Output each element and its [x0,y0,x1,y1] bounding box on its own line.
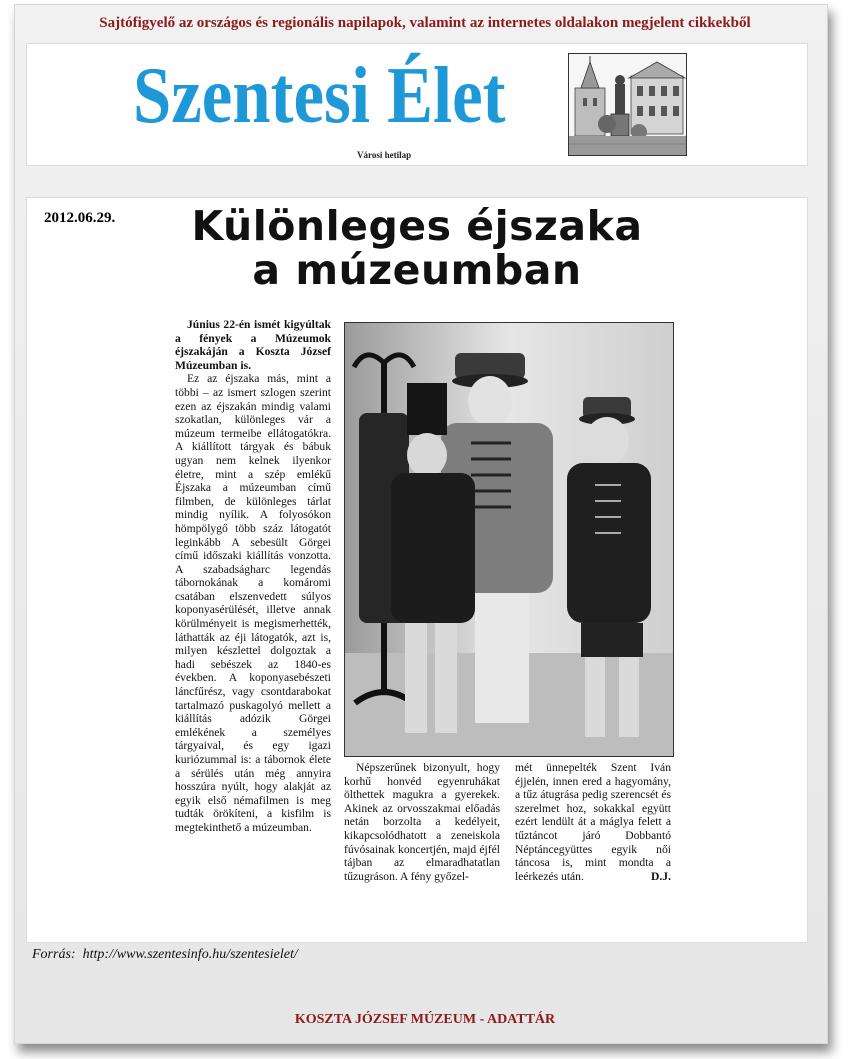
headline-line-2: a múzeumban [252,246,582,294]
headline-line-1: Különleges éjszaka [191,202,643,250]
article-body-col2: Népszerűnek bizonyult, hogy korhű honvéd egyenruhákat ölthettek magukra a gyerekek. Akinek az orvosszakmai előadás netán borzolta a kedélyeit, kikapcsolódhatott a zeneiskola fúvósainak koncertjén, majd éjfél tájban az elmaradhatatlan tűzugráson. A fény győzel- [344,761,500,883]
article-body-col3: mét ünnepelték Szent Iván éjjelén, innen ered a hagyomány, a tűz átugrása pedig szerencsét és szerelmet hoz, sokakkal együtt ezért lendült át a máglya felett a tűztáncot járó Dobbantó Néptáncegyüttes egyik női táncosa is, mint mondta a leérkezés után. [515,761,671,883]
photo-hussar-family-icon [345,323,673,756]
article-body-col1: Ez az éjszaka más, mint a többi – az ismert szlogen szerint ezen az éjszakán mindig valami szokatlan, különleges vár a múzeum termeibe ellátogatókra. A kiállított tárgyak és bábuk ugyan nem kelnek ilyenkor életre, mint a szép emlékű Éjszaka a múzeumban című filmben, de különleges tárlat mindig nyílik. A folyosókon hömpölygő több száz látogatót leginkább A sebesült Görgei című időszaki kiállítás vonzotta. A szabadságharc legendás tábornokának a komáromi csatában elszenvedett súlyos koponyasérülését, illetve annak körülményeit is megismerhették, láthatták az éji látogatók, azt is, milyen készlettel dolgoztak a hadi sebészek az 1840-es években. A koponyasebészeti láncfűrész, vagy csontdarabokat tartalmazó puskagolyó mellett a kiállítás adózik Görgei emlékének a személyes tárgyaival, és egy igazi kuriózummal is: a tábornok élete a sérülés után még annyira hosszúra nyúlt, hogy alakját az egyik első némafilmen is meg tudták örökíteni, a kisfilm is megtekinthető a múzeumban. [175,372,331,834]
article-column-3 [515,761,671,883]
article-lead: Június 22-én ismét kigyúltak a fények a Múzeumok éjszakáján a Koszta József Múzeumban is. [175,318,331,372]
masthead-title: Szentesi Élet [133,52,506,140]
header-caption: Sajtófigyelő az országos és regionális napilapok, valamint az internetes oldalakon megjelent cikkekből [99,15,751,31]
source-line [32,947,298,963]
source-url[interactable]: http://www.szentesinfo.hu/szentesielet/ [82,947,298,962]
article-column-1 [175,318,331,835]
article-panel [26,197,808,943]
article-headline [27,204,807,292]
town-square-illustration-icon [568,53,687,156]
footer-text: KOSZTA JÓZSEF MÚZEUM - ADATTÁR [294,1012,556,1027]
article-column-2 [344,761,500,883]
article-signature: D.J. [651,869,671,883]
article-date: 2012.06.29. [44,210,116,226]
masthead [26,43,808,166]
source-label: Forrás: [32,947,76,962]
masthead-subtitle: Városi hetilap [357,150,412,160]
article-photo [344,322,674,757]
